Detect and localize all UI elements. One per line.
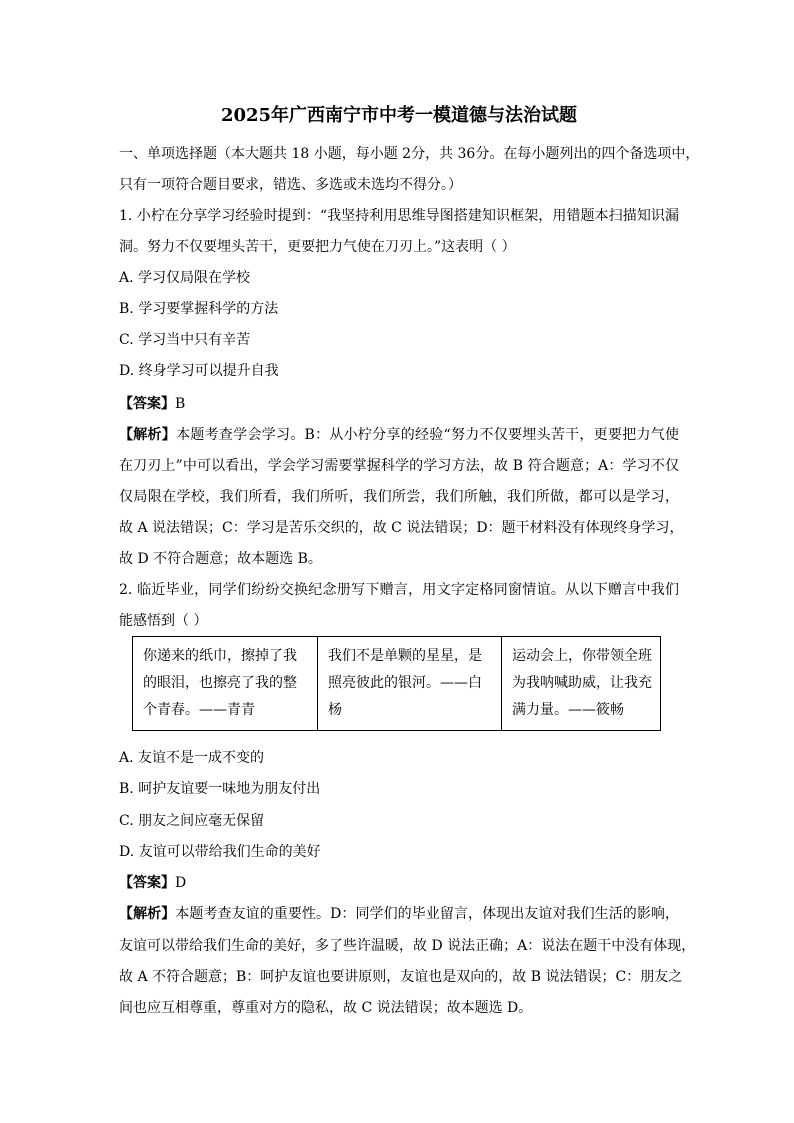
q1-analysis-line-1: [119, 425, 679, 445]
analysis-text: 本题考查友谊的重要性。D：同学们的毕业留言，体现出友谊对我们生活的影响，: [175, 906, 680, 922]
q2-option-c: C. 朋友之间应毫无保留: [119, 813, 265, 829]
q1-analysis-line-5: 故 D 不符合题意；故本题选 B。: [119, 551, 322, 567]
q1-option-a: A. 学习仅局限在学校: [119, 270, 251, 286]
page-title: 2025年广西南宁市中考一模道德与法治试题: [220, 105, 578, 126]
quotes-table: [132, 636, 661, 731]
q1-answer: [119, 394, 679, 414]
analysis-label: 【解析】: [119, 906, 176, 922]
q2-stem-line-1: 2. 临近毕业，同学们纷纷交换纪念册写下赠言，用文字定格同窗情谊。从以下赠言中我们: [119, 582, 679, 598]
q1-option-c: C. 学习当中只有辛苦: [119, 332, 251, 348]
q2-option-b: B. 呵护友谊要一味地为朋友付出: [119, 781, 321, 797]
answer-label: 【答案】: [119, 396, 175, 412]
q2-option-a: A. 友谊不是一成不变的: [119, 750, 265, 766]
q2-answer: [119, 873, 679, 893]
quote-cell: 你递来的纸巾，擦掉了我的眼泪，也擦亮了我的整个青春。——青青: [133, 637, 318, 731]
answer-value: D: [175, 875, 187, 891]
q1-analysis-line-4: 故 A 说法错误；C：学习是苦乐交织的，故 C 说法错误；D：题干材料没有体现终身学习，: [119, 520, 684, 536]
analysis-label: 【解析】: [119, 427, 177, 443]
answer-label: 【答案】: [119, 875, 175, 891]
q1-stem-line-2: 洞。努力不仅要埋头苦干，更要把力气使在刀刃上。”这表明（ ）: [119, 239, 516, 255]
q2-analysis-line-1: [119, 904, 679, 924]
q1-stem-line-1: 1. 小柠在分享学习经验时提到：“我坚持利用思维导图搭建知识框架，用错题本扫描知识漏: [119, 208, 679, 224]
q2-analysis-line-4: 间也应互相尊重，尊重对方的隐私，故 C 说法错误；故本题选 D。: [119, 1000, 533, 1016]
q2-stem-line-2: 能感悟到（ ）: [119, 613, 208, 629]
analysis-text: 本题考查学会学习。B：从小柠分享的经验“努力不仅要埋头苦干，更要把力气使: [176, 427, 680, 443]
answer-value: B: [175, 396, 186, 412]
quote-cell: 我们不是单颗的星星，是照亮彼此的银河。——白杨: [318, 637, 502, 731]
q2-analysis-line-2: 友谊可以带给我们生命的美好，多了些许温暖，故 D 说法正确；A：说法在题干中没有体现，: [119, 938, 696, 954]
q1-analysis-line-3: 仅局限在学校，我们所看，我们所听，我们所尝，我们所触，我们所做，都可以是学习，: [119, 489, 679, 505]
q1-analysis-line-2: 在刀刃上”中可以看出，学会学习需要掌握科学的学习方法，故 B 符合题意；A：学习不仅: [119, 458, 679, 474]
section-instructions-line-2: 只有一项符合题目要求，错选、多选或未选均不得分。）: [119, 177, 462, 193]
q2-option-d: D. 友谊可以带给我们生命的美好: [119, 844, 321, 860]
quotes-row: [133, 637, 661, 731]
quote-cell: 运动会上，你带领全班为我呐喊助威，让我充满力量。——筱畅: [502, 637, 661, 731]
q2-analysis-line-3: 故 A 不符合题意；B：呵护友谊也要讲原则，友谊也是双向的，故 B 说法错误；C：朋友之: [119, 969, 683, 985]
section-instructions-line-1: 一、单项选择题（本大题共 18 小题，每小题 2分，共 36分。在每小题列出的四个备选项中，: [119, 146, 700, 162]
q1-option-d: D. 终身学习可以提升自我: [119, 363, 279, 379]
q1-option-b: B. 学习要掌握科学的方法: [119, 301, 279, 317]
